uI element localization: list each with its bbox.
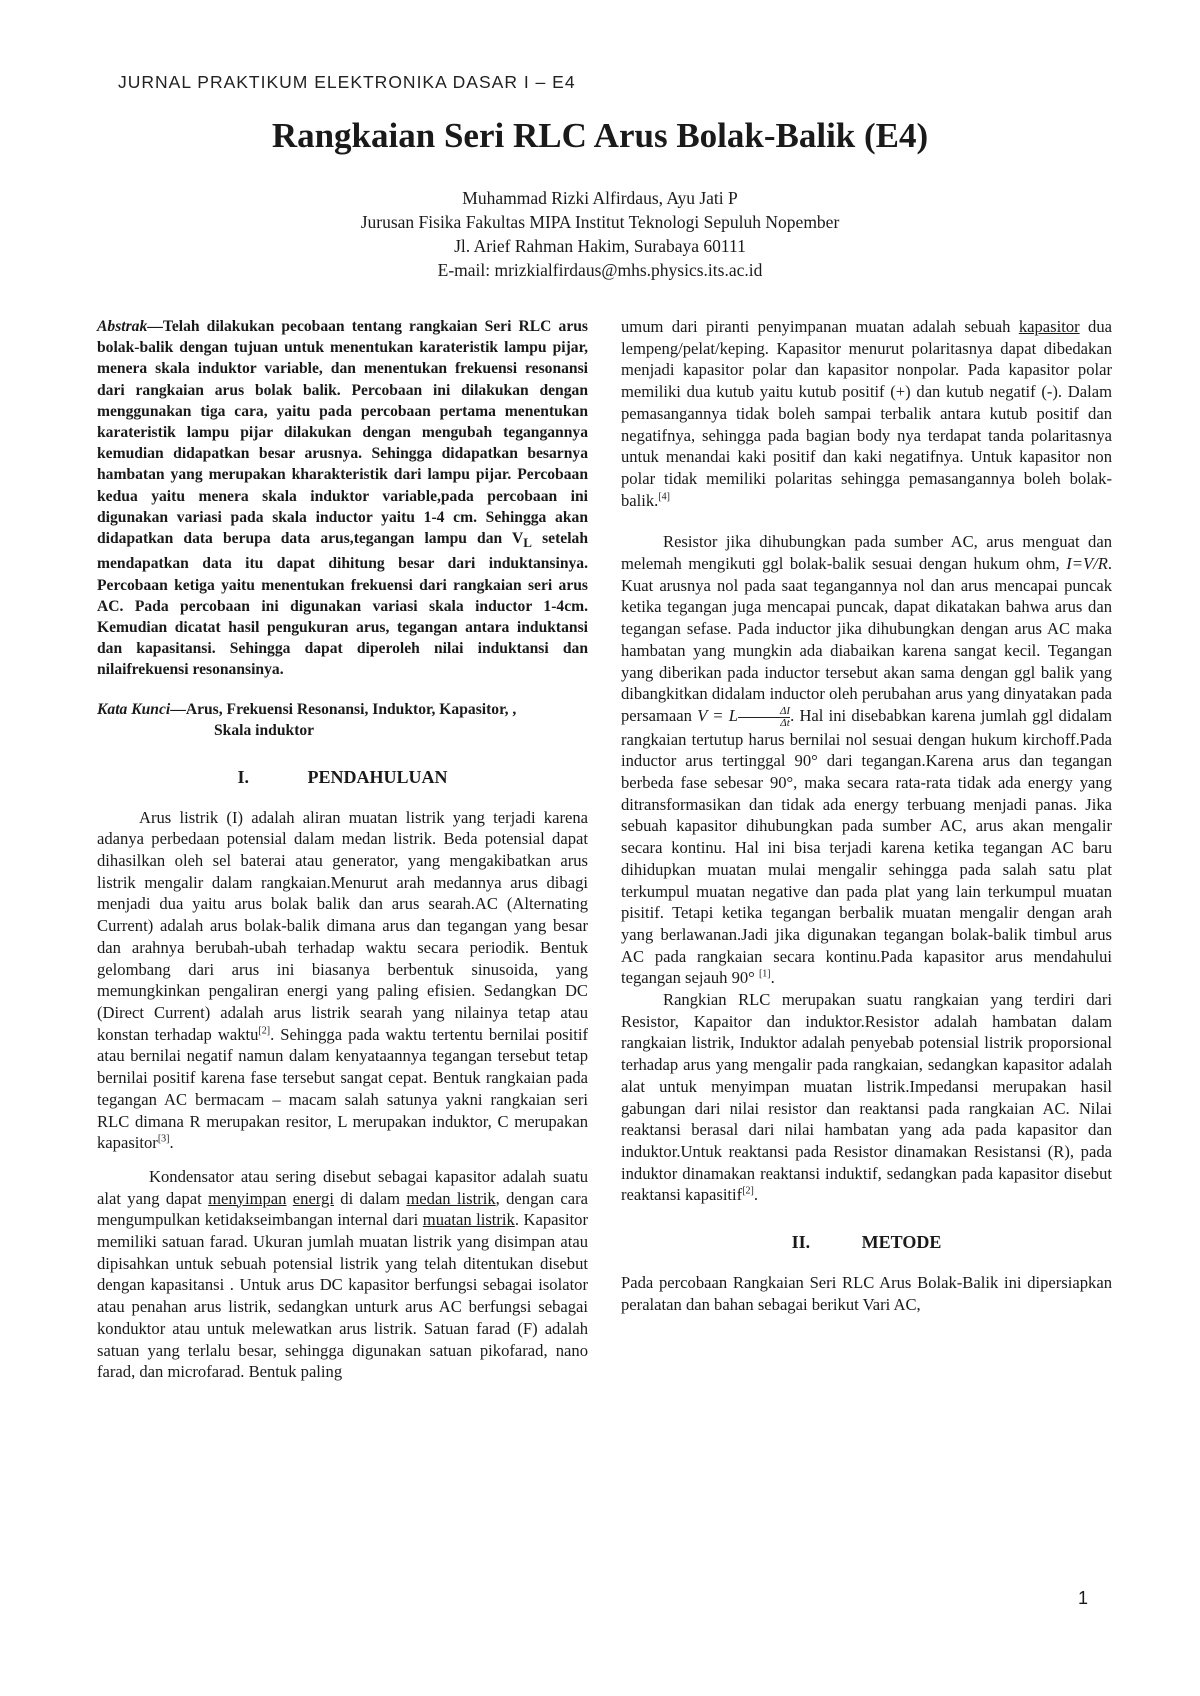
intro-paragraph-2 <box>97 1166 588 1383</box>
journal-header: JURNAL PRAKTIKUM ELEKTRONIKA DASAR I – E4 <box>118 72 576 92</box>
text-run: . Sehingga pada waktu tertentu bernilai positif atau bernilai negatif namun dalam kenyataannya tegangan tersebut tetap bernilai positif karena fase tersebut sangat cepat. Bentuk rangkaian pada tegangan AC bermacam – macam salah satunya yakni rangkaian seri RLC dimana R merupakan resitor, L merupakan induktor, C merupakan kapasitor <box>97 1024 588 1153</box>
text-run: . Kuat arusnya nol pada saat tegangannya nol dan arus mencapai puncak ketika tegangan juga mencapai puncak, dapat dikatakan bahwa arus dan tegangan sefase. Pada inductor jika dihubungkan dengan arus AC maka hambatan yang mungkin ada diabaikan karena sangat kecil. Tegangan yang diberikan pada inductor tersebut akan sama dengan ggl balik yang dibangkitkan didalam inductor oleh perubahan arus yang dinyatakan pada persamaan <box>621 554 1112 725</box>
abstract-text-2: setelah mendapatkan data itu dapat dihitung besar dari induktansinya. Percobaan ketiga yaitu menentukan frekuensi dari rangkaian seri arus AC. Pada percobaan ini digunakan variasi skala inductor 1-4cm. Kemudian dicatat hasil pengukuran arus, tegangan antara induktansi dan kapasitansi. Sehingga dapat diperoleh nilai induktansi dan nilaifrekuensi resonansinya. <box>97 530 588 679</box>
equation-lhs: V = L <box>697 705 738 725</box>
text-run: dua lempeng/pelat/keping. Kapasitor menurut polaritasnya dapat dibedakan menjadi kapasitor polar dan kapasitor nonpolar. Pada kapasitor polar memiliki dua kutub yaitu kutub positif (+) dan kutub negatif (-). Dalam pemasangannya tidak boleh sampai terbalik antara kutub positif dan negatifnya, sehingga pada bagian body nya terdapat tanda polaritasnya untuk menandai kaki positif dan kaki negatifnya. Untuk kapasitor non polar tidak memiliki polaritas sehingga pemasangannya boleh bolak-balik. <box>621 317 1112 510</box>
page-number: 1 <box>1078 1588 1089 1608</box>
author-block <box>0 186 1200 282</box>
section-2-number: II. <box>791 1232 811 1253</box>
abstract-subscript: L <box>523 535 532 551</box>
citation: [2] <box>258 1025 271 1037</box>
intro-paragraph-3 <box>621 316 1112 511</box>
text-run: Kondensator atau sering disebut sebagai kapasitor adalah suatu alat yang dapat <box>97 1166 588 1208</box>
keywords <box>97 699 588 741</box>
section-1-title: PENDAHULUAN <box>307 766 448 787</box>
intro-paragraph-4 <box>621 531 1112 989</box>
keywords-label: Kata Kunci <box>97 700 171 718</box>
intro-paragraph-5 <box>621 989 1112 1206</box>
text-run: . Hal ini disebabkan karena jumlah ggl didalam rangkaian tertutup harus bernilai nol sesuai dengan hukum kirchoff.Pada inductor arus tertinggal 90° dari tegangan.Karena arus dan tegangan berbeda fase sebesar 90°, maka secara rata-rata tidak ada energy yang ditransformasikan dan tidak ada energy terbuang menjadi panas. Jika sebuah kapasitor dihubungkan pada sumber AC, arus akan mengalir secara kontinu. Hal ini bisa terjadi karena ketika tegangan AC baru dihidupkan muatan mulai mengalir sehingga pada salah satu plat terkumpul muatan negative dan pada plat yang lain terkumpul muatan pisitif. Tetapi ketika tegangan berbalik muatan mengalir dengan arah yang berlawanan.Jadi jika digunakan tegangan bolak-balik timbul arus AC pada rangkaian secara kontinu.Pada kapasitor arus mendahului tegangan sejauh 90° <box>621 705 1112 988</box>
equation-fraction <box>738 706 790 729</box>
author-email: E-mail: mrizkialfirdaus@mhs.physics.its.ac.id <box>437 260 763 280</box>
fraction-numerator: ΔI <box>738 706 790 718</box>
link-menyimpan[interactable]: menyimpan <box>208 1188 287 1208</box>
paper-title: Rangkaian Seri RLC Arus Bolak-Balik (E4) <box>271 116 929 155</box>
abstract <box>97 316 588 681</box>
text-run: . Kapasitor memiliki satuan farad. Ukuran jumlah muatan listrik yang disimpan atau dipisahkan untuk sebuah potensial listrik yang telah ditentukan disebut dengan kapasitansi . Untuk arus DC kapasitor berfungsi sebagai isolator atau penahan arus listrik, sedangkan unturk arus AC berfungsi sebagai konduktor atau untuk melewatkan arus listrik. Satuan farad (F) adalah satuan yang terlalu besar, sehingga digunakan satuan pikofarad, nano farad, dan microfarad. Bentuk paling <box>97 1210 588 1382</box>
text-run: Rangkian RLC merupakan suatu rangkaian yang terdiri dari Resistor, Kapaitor dan induktor.Resistor adalah hambatan dalam rangkaian listrik, Induktor adalah penyebab potensial listrik proporsional terhadap arus yang mengalir pada rangkaian, sedangkan kapasitor adalah alat untuk menyimpan muatan listrik.Impedansi merupakan hasil gabungan dari nilai resistor dan reaktansi pada rangkaian AC. Nilai reaktansi berasal dari nilai hambatan yang ada pada kapasitor dan induktor.Untuk reaktansi pada Resistor dinamakan Resistansi (R), pada induktor dinamakan reaktansi induktif, sedangkan pada kapasitor disebut reaktansi kapasitif <box>621 990 1112 1205</box>
section-1-heading <box>97 767 588 789</box>
text-run: di dalam <box>333 1188 407 1208</box>
text-run: umum dari piranti penyimpanan muatan adalah sebuah <box>621 317 1019 336</box>
author-affiliation: Jurusan Fisika Fakultas MIPA Institut Teknologi Sepuluh Nopember <box>360 212 840 232</box>
citation: [4] <box>658 491 670 503</box>
fraction-denominator: Δt <box>780 716 790 729</box>
text-run: , dengan cara mengumpulkan ketidakseimbangan internal dari <box>97 1188 588 1230</box>
section-2-title: METODE <box>861 1232 942 1253</box>
abstract-label: Abstrak <box>97 318 148 335</box>
ohm-law: I=V/R <box>1066 554 1108 574</box>
text-run: . <box>753 1185 759 1205</box>
citation: [2] <box>742 1185 754 1197</box>
text-run: . <box>169 1133 174 1153</box>
method-paragraph-1: Pada percobaan Rangkaian Seri RLC Arus Bolak-Balik ini dipersiapkan peralatan dan bahan sebagai berikut Vari AC, <box>621 1272 1112 1314</box>
citation: [3] <box>157 1133 170 1145</box>
abstract-text-1: —Telah dilakukan pecobaan tentang rangkaian Seri RLC arus bolak-balik dengan tujuan untuk menentukan karateristik lampu pijar, menera skala induktor variable, dan menentukan frekuensi resonansi dari rangkaian arus bolak balik. Percobaan ini dilakukan dengan menggunakan tiga cara, yaitu pada percobaan pertama menentukan karateristik lampu pijar dilakukan dengan mengubah tegangannya kemudian didapatkan besar arusnya. Sehingga didapatkan besarnya hambatan yang merupakan kharakteristik dari lampu pijar. Percobaan kedua yaitu menera skala induktor variable,pada percobaan ini digunakan variasi pada skala inductor yaitu 1-4 cm. Sehingga akan didapatkan data berupa data arus,tegangan lampu dan V <box>97 318 588 548</box>
citation: [1] <box>758 968 771 980</box>
right-column <box>621 316 1112 1315</box>
keywords-line-2: Skala induktor <box>214 721 315 739</box>
author-address: Jl. Arief Rahman Hakim, Surabaya 60111 <box>454 236 746 256</box>
text-run: Resistor jika dihubungkan pada sumber AC, arus menguat dan melemah mengikuti ggl bolak-balik sesuai dengan hukum ohm, <box>621 532 1112 574</box>
text-run: . <box>770 968 775 988</box>
text-run: Arus listrik (I) adalah aliran muatan listrik yang terjadi karena adanya perbedaan potensial dalam medan listrik. Beda potensial dapat dihasilkan oleh sel baterai atau generator, yang mengakibatkan arus listrik mengalir dalam rangkaian.Menurut arah medannya arus dibagi menjadi dua yaitu arus bolak balik dan arus searah.AC (Alternating Current) adalah arus bolak-balik dimana arus dan tegangan yang besar dan arahnya berubah-ubah terhadap waktu secara periodik. Bentuk gelombang dari arus ini biasanya berbentuk sinusoida, yang memungkinkan pengaliran energi yang paling efisien. Sedangkan DC (Direct Current) adalah arus listrik searah yang nilainya tetap atau konstan terhadap waktu <box>97 807 588 1044</box>
author-names: Muhammad Rizki Alfirdaus, Ayu Jati P <box>462 188 738 208</box>
intro-paragraph-1 <box>97 807 588 1154</box>
link-energi[interactable]: energi <box>292 1188 334 1208</box>
keywords-line-1: —Arus, Frekuensi Resonansi, Induktor, Kapasitor, , <box>170 700 517 718</box>
link-kapasitor[interactable]: kapasitor <box>1018 317 1080 336</box>
section-1-number: I. <box>237 766 249 787</box>
link-medan-listrik[interactable]: medan listrik <box>406 1188 496 1208</box>
left-column <box>97 316 588 1383</box>
link-muatan-listrik[interactable]: muatan listrik <box>422 1210 515 1230</box>
section-2-heading <box>621 1232 1112 1254</box>
